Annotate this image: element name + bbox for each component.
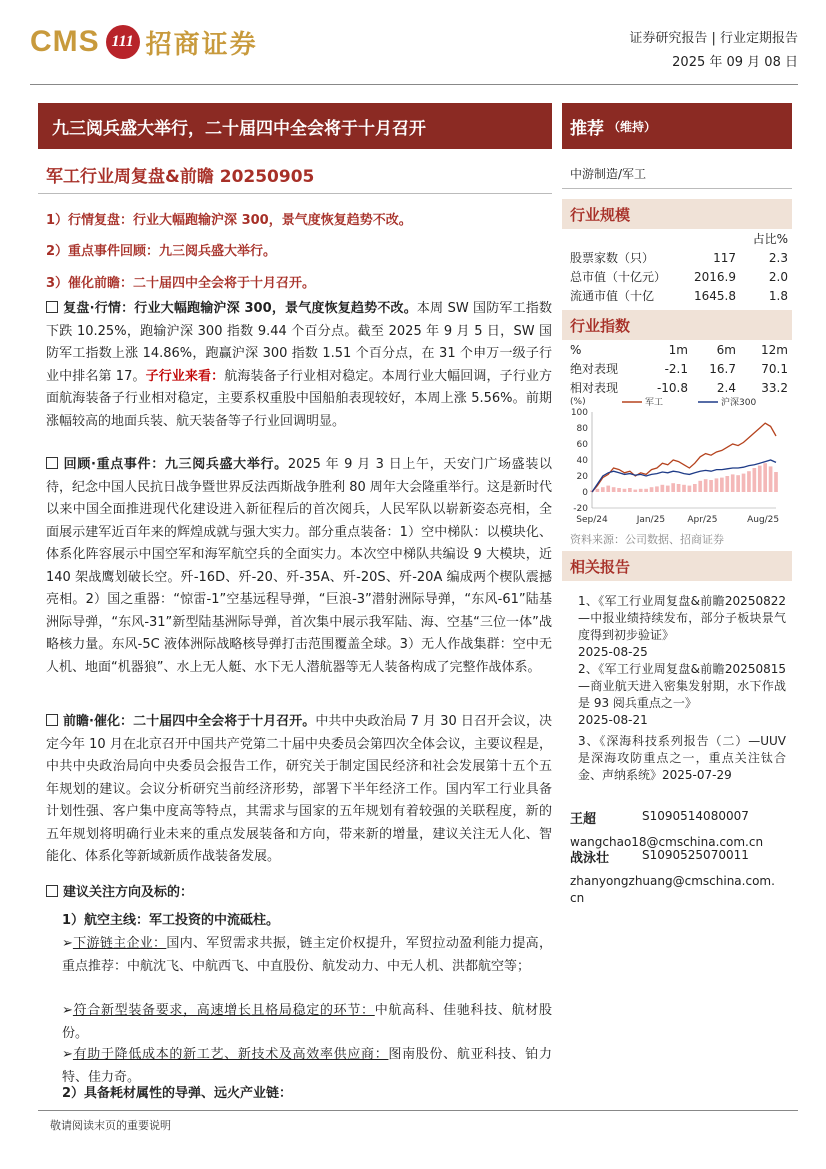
bar-mark: [612, 487, 616, 492]
table-cell: 2.4: [716, 380, 736, 395]
bar-mark: [742, 474, 746, 492]
logo-text-en: CMS: [30, 25, 100, 58]
recommendation-text: 国内、军贸需求共振，链主定价权提升，军贸拉动盈利能力提高，重点推荐：中航沈飞、中航西飞、中直股份、航发动力、中无人机、洪都航空等；: [62, 936, 552, 974]
bar-mark: [693, 484, 697, 492]
bar-mark: [633, 490, 637, 492]
summary-item: 1）行情复盘：行业大幅跑输沪深 300，景气度恢复趋势不改。: [46, 213, 412, 228]
paragraph-text: 航海装备子行业相对稳定。本周行业大幅回调，子行业方面航海装备子行业相对稳定，主要系权重股中国船舶表现较好，本周上涨 5.56%。前期涨幅较高的地面兵装、航天装备等子行业回调明显。: [46, 368, 552, 429]
y-tick-label: 60: [576, 440, 588, 450]
sector-divider: [562, 188, 792, 189]
bar-mark: [688, 486, 692, 492]
analyst-email-cont: cn: [570, 891, 585, 905]
analyst-2: [570, 847, 775, 905]
logo-text-cn: 招商证券: [145, 29, 258, 60]
table-header-cell: 12m: [761, 342, 788, 357]
checkbox-bullet-icon: [46, 457, 58, 469]
footer-divider: [38, 1110, 798, 1111]
analyst-email[interactable]: wangchao18@cmschina.com.cn: [570, 835, 764, 849]
paragraph-outlook: [46, 711, 552, 869]
bar-mark: [736, 475, 740, 492]
related-report-title: 2、《军工行业周复盘&前瞻20250815—商业航天进入密集发射期，水下作战是 93 阅兵重点之一》: [578, 662, 786, 710]
table-cell: 16.7: [709, 361, 736, 376]
recommendation-label: 下游链主企业：: [72, 936, 167, 951]
bar-mark: [617, 488, 621, 492]
table-cell: 流通市值（十亿: [570, 289, 655, 303]
report-type: 证券研究报告 | 行业定期报告: [629, 31, 798, 46]
bar-mark: [644, 489, 648, 492]
table-header-cell: 1m: [668, 342, 688, 357]
summary-item: 3）催化前瞻：二十届四中全会将于十月召开。: [46, 276, 316, 291]
x-tick-label: Apr/25: [687, 515, 718, 525]
recommendation-item: ➢符合新型装备要求，高速增长且格局稳定的环节：中航高科、佳驰科技、航材股份。: [62, 1003, 552, 1041]
table-header-cell: 占比%: [752, 232, 788, 246]
analyst-1: [570, 808, 763, 849]
bar-mark: [774, 472, 778, 492]
table-cell: -10.8: [656, 380, 688, 395]
scale-section-header: 行业规模: [562, 199, 792, 229]
table-cell: 33.2: [761, 380, 788, 395]
analyst-id: S1090525070011: [642, 848, 749, 862]
paragraph-market-review: [46, 298, 552, 433]
table-row: [570, 229, 788, 248]
legend-label: 军工: [645, 398, 664, 408]
table-row: [570, 378, 788, 397]
table-row: [570, 359, 788, 378]
y-tick-label: 40: [576, 456, 588, 466]
related-report-title: 1、《军工行业周复盘&前瞻20250822—中报业绩持续发布，部分子板块景气度得到初步验证》: [578, 594, 786, 642]
table-header-cell: 6m: [716, 342, 736, 357]
bar-mark: [720, 478, 724, 492]
report-subtitle: 军工行业周复盘&前瞻 20250905: [46, 167, 315, 187]
paragraph-text: 2025 年 9 月 3 日上午，天安门广场盛装以待，纪念中国人民抗日战争暨世界反法西斯战争胜利 80 周年大会隆重举行。这是新时代以来中国全面推进现代化建设进入新征程后的首次阅兵，人民军队以崭新姿态亮相，全面展示建军近百年来的辉煌成就与强大实力。部分重点装备：1）空中梯队：以模块化、体系化阵容展示中国空军和海军航空兵的全面实力。本次空中梯队共编设 9 大模块，近 140 架战鹰划破长空。歼-16D、歼-20、歼-35A、歼-20S、歼-20A 编成两个楔队震撼亮相。2）国之重器：“惊雷-1”空基远程导弹，“巨浪-3”潜射洲际导弹，“东风-61”陆基洲际导弹，“东风-31”新型陆基洲际导弹，首次集中展示我军陆、海、空基“三位一体”战略核力量。东风-5C 液体洲际战略核导弹打击范围覆盖全球。3）无人作战集群：空中无人机、地面“机器狼”、水上无人艇、水下无人潜航器等无人装备构成了完整作战体系。: [46, 457, 552, 675]
highlight-text: 子行业来看：: [145, 368, 225, 384]
bar-mark: [606, 486, 610, 492]
recommendation-label: 有助于降低成本的新工艺、新技术及高效率供应商：: [72, 1047, 389, 1062]
paragraph-text: 本周 SW 国防军工指数下跌 10.25%，跑输沪深 300 指数 9.44 个百分点。截至 2025 年 9 月 5 日，SW 国防军工指数上涨 14.86%，跑赢沪深 300 指数 1.51 个百分点，在 31 个申万一级子行业中排名第 17。: [46, 301, 552, 384]
bar-mark: [596, 489, 600, 492]
report-title: 九三阅兵盛大举行，二十届四中全会将于十月召开: [38, 103, 552, 149]
paragraph-lead: 回顾·重点事件：九三阅兵盛大举行。: [63, 457, 288, 472]
legend-label: 沪深300: [721, 398, 757, 408]
bar-mark: [758, 466, 762, 492]
table-cell: 相对表现: [570, 381, 619, 395]
analyst-name: 王超: [570, 812, 597, 827]
x-tick-label: Jan/25: [636, 515, 666, 525]
bar-mark: [731, 474, 735, 492]
checkbox-bullet-icon: [46, 301, 58, 313]
bar-mark: [661, 485, 665, 492]
bar-mark: [763, 463, 767, 492]
bar-mark: [682, 485, 686, 492]
related-report-item[interactable]: [578, 733, 786, 784]
bar-mark: [709, 480, 713, 492]
table-header-cell: %: [570, 342, 582, 357]
paragraph-key-events: [46, 454, 552, 679]
bar-mark: [655, 486, 659, 492]
paragraph-recommendations: [46, 882, 552, 905]
index-chart: [562, 396, 792, 530]
chart-source: 资料来源：公司数据、招商证券: [570, 533, 724, 546]
bar-mark: [753, 468, 757, 492]
recommendation-text: 中航高科、佳驰科技、航材股份。: [62, 1003, 552, 1041]
recommendation-item: ➢有助于降低成本的新工艺、新技术及高效率供应商：图南股份、航亚科技、铂力特、佳力奇。: [62, 1047, 552, 1085]
paragraph-lead: 前瞻·催化：二十届四中全会将于十月召开。: [63, 714, 316, 729]
table-cell: 1645.8: [694, 288, 736, 303]
y-tick-label: -20: [573, 504, 588, 514]
table-cell: 2016.9: [694, 269, 736, 284]
table-cell: -2.1: [664, 361, 688, 376]
bar-mark: [725, 476, 729, 492]
bar-mark: [677, 484, 681, 492]
related-report-item[interactable]: [578, 661, 786, 729]
y-axis-label: (%): [570, 397, 586, 407]
bar-mark: [769, 466, 773, 492]
table-cell: 1.8: [768, 288, 788, 303]
bar-mark: [601, 487, 605, 492]
index-section-header: 行业指数: [562, 310, 792, 340]
analyst-email[interactable]: zhanyongzhuang@cmschina.com.: [570, 874, 775, 888]
bar-mark: [698, 481, 702, 492]
bar-mark: [671, 483, 675, 492]
bar-mark: [666, 486, 670, 492]
related-report-date: 2025-08-21: [578, 713, 648, 727]
y-tick-label: 20: [576, 472, 588, 482]
y-tick-label: 100: [570, 408, 588, 418]
y-tick-label: 0: [582, 488, 588, 498]
bar-mark: [704, 479, 708, 492]
paragraph-lead: 复盘·行情：行业大幅跑输沪深 300，景气度恢复趋势不改。: [63, 301, 417, 316]
table-cell: 2.0: [768, 269, 788, 284]
checkbox-bullet-icon: [46, 885, 58, 897]
x-tick-label: Aug/25: [747, 515, 780, 525]
subtitle-divider: [38, 193, 552, 194]
recommendation-label: 符合新型装备要求，高速增长且格局稳定的环节：: [72, 1003, 375, 1018]
footer-note: 敬请阅读末页的重要说明: [50, 1119, 171, 1132]
logo-emblem-icon: 111: [106, 25, 140, 59]
table-row: [570, 340, 788, 359]
table-cell: 117: [713, 250, 736, 265]
report-date: 2025 年 09 月 08 日: [672, 55, 798, 70]
paragraph-lead: 建议关注方向及标的：: [63, 885, 194, 900]
bar-mark: [747, 471, 751, 492]
rating-sub: （维持）: [608, 119, 657, 134]
bar-mark: [623, 489, 627, 492]
sector-label: 中游制造/军工: [570, 167, 647, 181]
index-table: [570, 340, 788, 397]
table-cell: 绝对表现: [570, 362, 619, 376]
recommendation-text: 图南股份、航亚科技、铂力特、佳力奇。: [62, 1047, 552, 1085]
table-cell: 70.1: [761, 361, 788, 376]
recommendation-item: ➢下游链主企业：国内、军贸需求共振，链主定价权提升，军贸拉动盈利能力提高，重点推荐：中航沈飞、中航西飞、中直股份、航发动力、中无人机、洪都航空等；: [62, 936, 552, 974]
bar-mark: [650, 487, 654, 492]
related-section-header: 相关报告: [562, 551, 792, 581]
table-row: [570, 267, 788, 286]
table-cell: 股票家数（只）: [570, 251, 655, 265]
related-report-date: 2025-08-25: [578, 645, 648, 659]
x-tick-label: Sep/24: [576, 515, 608, 525]
y-tick-label: 80: [576, 424, 588, 434]
related-report-item[interactable]: [578, 593, 786, 661]
table-row: [570, 286, 788, 305]
analyst-name: 战泳壮: [570, 851, 610, 866]
bar-mark: [639, 489, 643, 492]
table-cell: 总市值（十亿元）: [570, 270, 667, 284]
company-logo: [30, 22, 258, 62]
summary-item: 2）重点事件回顾：九三阅兵盛大举行。: [46, 244, 277, 259]
related-report-title: 3、《深海科技系列报告（二）—UUV 是深海攻防重点之一，重点关注钛合金、声纳系统》2025-07-29: [578, 734, 786, 782]
scale-table: [570, 229, 788, 305]
sub-heading: 2）具备耗材属性的导弹、远火产业链：: [62, 1086, 293, 1101]
bar-mark: [715, 478, 719, 492]
paragraph-text: 中共中央政治局 7 月 30 日召开会议，决定今年 10 月在北京召开中国共产党第二十届中央委员会第四次全体会议，主要议程是，中共中央政治局向中央委员会报告工作，研究关于制定国民经济和社会发展第十五个五年规划的建议。会议分析研究当前经济形势，部署下半年经济工作。国内军工行业具备计划性强、客户集中度高等特点，其需求与国家的五年规划有着较强的关联程度，新的五年规划将明确行业未来的重点发展装备和方向，带来新的增量，建议关注无人化、智能化、体系化等新域新质作战装备发展。: [46, 714, 552, 864]
rating-badge: [562, 103, 792, 149]
checkbox-bullet-icon: [46, 714, 58, 726]
sub-heading: 1）航空主线：军工投资的中流砥柱。: [62, 913, 280, 928]
bar-mark: [628, 488, 632, 492]
table-cell: 2.3: [768, 250, 788, 265]
table-row: [570, 248, 788, 267]
header-divider: [30, 84, 798, 85]
analyst-id: S1090514080007: [642, 809, 749, 823]
rating-label: 推荐: [570, 118, 604, 139]
